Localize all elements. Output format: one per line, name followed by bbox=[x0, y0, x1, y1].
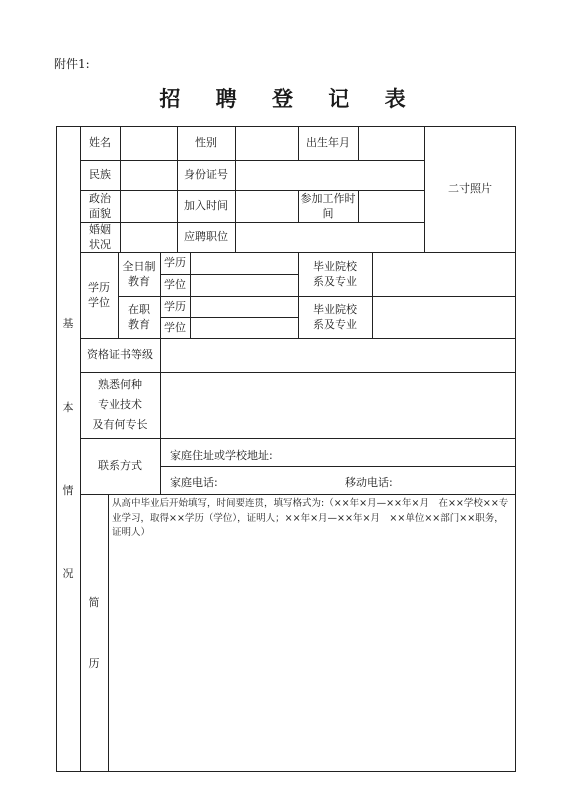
label-home-address: 家庭住址或学校地址: bbox=[170, 449, 273, 462]
label-inservice-degree: 学位 bbox=[164, 320, 186, 334]
input-fulltime-school[interactable] bbox=[372, 252, 516, 296]
photo-area[interactable]: 二寸照片 bbox=[448, 182, 492, 196]
input-inservice-school[interactable] bbox=[372, 296, 516, 338]
input-ethnicity[interactable] bbox=[120, 160, 177, 190]
input-name[interactable] bbox=[120, 126, 177, 160]
input-skills[interactable] bbox=[160, 372, 516, 438]
input-position[interactable] bbox=[235, 222, 424, 252]
label-fulltime-education: 全日制 教育 bbox=[122, 259, 156, 288]
form-title: 招 聘 登 记 表 bbox=[159, 86, 420, 111]
input-work-start-time[interactable] bbox=[358, 190, 424, 222]
input-mobile[interactable] bbox=[405, 466, 516, 494]
label-inservice-education: 在职 教育 bbox=[128, 302, 150, 331]
input-certificate-level[interactable] bbox=[160, 338, 516, 372]
input-id-number[interactable] bbox=[235, 160, 424, 190]
side-char: 基 bbox=[62, 317, 74, 331]
label-political-status: 政治 面貌 bbox=[89, 191, 111, 220]
label-certificate-level: 资格证书等级 bbox=[87, 348, 153, 362]
annex-label: 附件1: bbox=[54, 57, 90, 71]
input-inservice-degree[interactable] bbox=[190, 317, 298, 338]
side-char: 况 bbox=[62, 567, 74, 581]
label-ethnicity: 民族 bbox=[89, 168, 111, 182]
label-marital-status: 婚姻 状况 bbox=[89, 222, 111, 251]
label-education: 学历 学位 bbox=[88, 280, 110, 309]
input-inservice-degree-record[interactable] bbox=[190, 296, 298, 317]
label-fulltime-degree-record: 学历 bbox=[164, 256, 186, 270]
label-name: 姓名 bbox=[89, 136, 111, 150]
label-work-start-time: 参加工作时 间 bbox=[300, 191, 356, 220]
resume-instruction: 从高中毕业后开始填写，时间要连贯，填写格式为:（××年×月—××年×月 在××学校××专业学习，取得××学历（学位），证明人；××年×月—××年×月 ××单位××部门××职务，证明人） bbox=[112, 498, 509, 539]
label-resume: 简 历 bbox=[88, 595, 100, 670]
input-gender[interactable] bbox=[235, 126, 298, 160]
label-birth: 出生年月 bbox=[306, 136, 350, 150]
label-inservice-school: 毕业院校 系及专业 bbox=[313, 302, 357, 331]
label-id-number: 身份证号 bbox=[184, 168, 228, 182]
input-marital-status[interactable] bbox=[120, 222, 177, 252]
label-inservice-degree-record: 学历 bbox=[164, 299, 186, 313]
input-home-phone[interactable] bbox=[232, 466, 337, 494]
side-char: 情 bbox=[62, 484, 74, 497]
label-gender: 性别 bbox=[195, 136, 217, 150]
input-home-address[interactable] bbox=[290, 438, 516, 466]
side-label-basic-info bbox=[56, 126, 80, 772]
input-fulltime-degree[interactable] bbox=[190, 274, 298, 296]
label-contact: 联系方式 bbox=[98, 459, 142, 473]
label-home-phone: 家庭电话: bbox=[170, 476, 218, 489]
side-char: 本 bbox=[62, 400, 74, 414]
input-join-time[interactable] bbox=[235, 190, 298, 222]
input-fulltime-degree-record[interactable] bbox=[190, 252, 298, 274]
label-fulltime-school: 毕业院校 系及专业 bbox=[313, 259, 357, 288]
label-mobile: 移动电话: bbox=[345, 476, 393, 489]
label-skills: 熟悉何种 专业技术 及有何专长 bbox=[92, 378, 148, 431]
label-position: 应聘职位 bbox=[184, 230, 228, 244]
input-birth[interactable] bbox=[358, 126, 424, 160]
input-political-status[interactable] bbox=[120, 190, 177, 222]
input-resume[interactable] bbox=[108, 548, 516, 772]
label-join-time: 加入时间 bbox=[184, 199, 228, 213]
label-fulltime-degree: 学位 bbox=[164, 278, 186, 292]
